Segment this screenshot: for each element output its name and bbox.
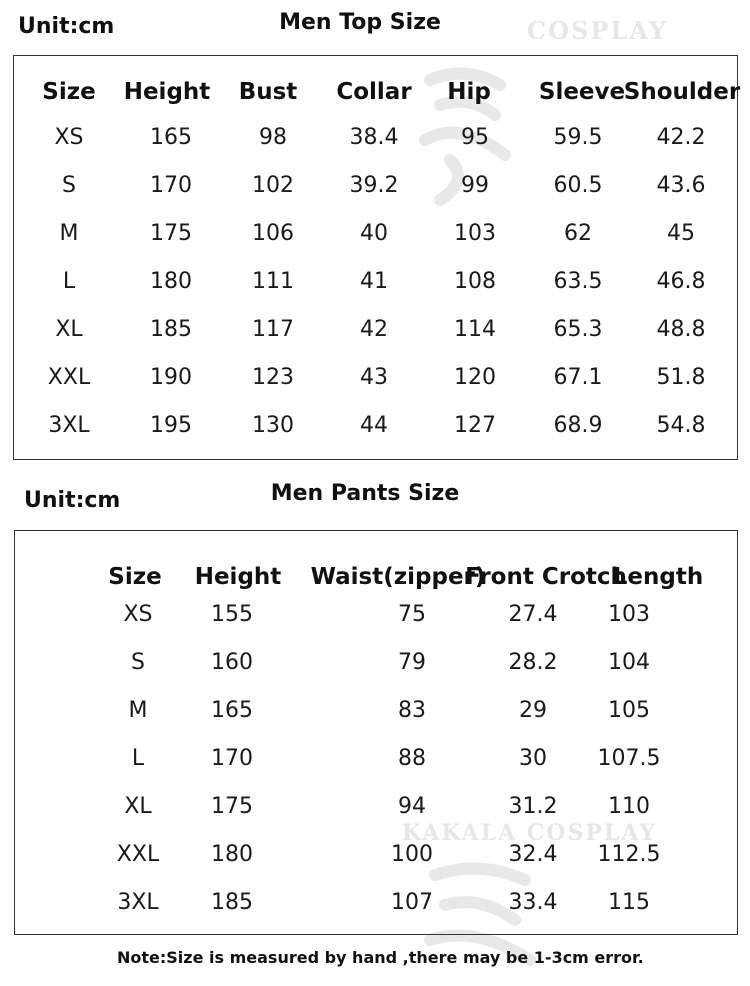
top-cell-r0-c3: 38.4 [349,125,399,150]
pants-cell-r3-c4: 107.5 [597,746,661,771]
pants-cell-r3-c0: L [131,746,145,771]
pants-cell-r0-c4: 103 [608,602,650,627]
top-cell-r1-c4: 99 [461,173,489,198]
top-header-shoulder: Shoulder [623,79,741,105]
top-cell-r2-c4: 103 [454,221,496,246]
pants-cell-r0-c1: 155 [211,602,253,627]
top-cell-r5-c6: 51.8 [656,365,706,390]
top-size-table [13,55,741,460]
top-cell-r0-c6: 42.2 [656,125,706,150]
pants-cell-r6-c3: 33.4 [508,890,558,915]
pants-cell-r0-c3: 27.4 [508,602,558,627]
top-cell-r3-c1: 180 [150,269,192,294]
pants-cell-r6-c1: 185 [211,890,253,915]
pants-cell-r1-c3: 28.2 [508,650,558,675]
pants-cell-r4-c3: 31.2 [508,794,558,819]
pants-cell-r3-c3: 30 [519,746,547,771]
pants-cell-r6-c2: 107 [391,890,433,915]
top-cell-r0-c4: 95 [461,125,489,150]
pants-cell-r2-c4: 105 [608,698,650,723]
pants-cell-r4-c4: 110 [608,794,650,819]
watermark-top-brand: COSPLAY [527,16,668,45]
top-header-hip: Hip [447,79,491,105]
measurement-note: Note:Size is measured by hand ,there may be 1-3cm error. [117,948,644,967]
top-header-bust: Bust [238,79,298,105]
top-cell-r3-c4: 108 [454,269,496,294]
top-cell-r4-c6: 48.8 [656,317,706,342]
top-cell-r4-c5: 65.3 [553,317,603,342]
top-cell-r1-c2: 102 [252,173,294,198]
top-cell-r2-c0: M [59,221,79,246]
pants-cell-r6-c0: 3XL [117,890,159,915]
top-cell-r0-c1: 165 [150,125,192,150]
top-cell-r6-c6: 54.8 [656,413,706,438]
pants-cell-r2-c1: 165 [211,698,253,723]
pants-cell-r4-c2: 94 [398,794,426,819]
pants-cell-r1-c2: 79 [398,650,426,675]
top-cell-r6-c0: 3XL [48,413,90,438]
top-cell-r4-c2: 117 [252,317,294,342]
top-table-title: Men Top Size [279,10,441,35]
pants-cell-r5-c0: XXL [116,842,160,867]
top-cell-r1-c6: 43.6 [656,173,706,198]
top-cell-r6-c2: 130 [252,413,294,438]
top-cell-r4-c0: XL [55,317,83,342]
top-cell-r0-c0: XS [54,125,84,150]
pants-cell-r1-c0: S [131,650,145,675]
top-cell-r2-c5: 62 [564,221,592,246]
top-header-collar: Collar [336,79,412,105]
pants-header-height: Height [194,564,282,590]
pants-cell-r3-c1: 170 [211,746,253,771]
pants-header-waist-zipper: Waist(zipper) [310,564,486,590]
top-cell-r5-c0: XXL [47,365,91,390]
pants-cell-r1-c1: 160 [211,650,253,675]
pants-unit-label: Unit:cm [24,488,121,513]
top-cell-r5-c2: 123 [252,365,294,390]
pants-cell-r6-c4: 115 [608,890,650,915]
top-cell-r5-c5: 67.1 [553,365,603,390]
pants-cell-r1-c4: 104 [608,650,650,675]
top-unit-label: Unit:cm [18,14,115,39]
pants-cell-r5-c4: 112.5 [597,842,661,867]
pants-cell-r2-c0: M [128,698,148,723]
top-cell-r5-c4: 120 [454,365,496,390]
top-cell-r0-c2: 98 [259,125,287,150]
top-cell-r2-c2: 106 [252,221,294,246]
top-cell-r4-c3: 42 [360,317,388,342]
pants-cell-r3-c2: 88 [398,746,426,771]
top-cell-r1-c1: 170 [150,173,192,198]
top-cell-r5-c3: 43 [360,365,388,390]
top-cell-r6-c1: 195 [150,413,192,438]
top-cell-r0-c5: 59.5 [553,125,603,150]
top-header-height: Height [123,79,211,105]
top-cell-r4-c1: 185 [150,317,192,342]
top-cell-r3-c0: L [62,269,76,294]
pants-header-length: Length [612,564,704,590]
top-header-size: Size [42,79,96,105]
top-cell-r4-c4: 114 [454,317,496,342]
pants-cell-r2-c2: 83 [398,698,426,723]
top-header-sleeve: Sleeve [538,79,626,105]
pants-cell-r5-c2: 100 [391,842,433,867]
top-cell-r3-c2: 111 [252,269,294,294]
pants-size-table [14,530,738,935]
top-cell-r3-c6: 46.8 [656,269,706,294]
top-cell-r2-c1: 175 [150,221,192,246]
pants-header-size: Size [108,564,162,590]
top-cell-r1-c3: 39.2 [349,173,399,198]
top-cell-r1-c5: 60.5 [553,173,603,198]
top-cell-r3-c5: 63.5 [553,269,603,294]
pants-table-title: Men Pants Size [270,481,460,506]
top-cell-r6-c3: 44 [360,413,388,438]
pants-cell-r2-c3: 29 [519,698,547,723]
pants-cell-r5-c3: 32.4 [508,842,558,867]
watermark-bottom-brand: KAKALA COSPLAY [402,820,658,846]
top-cell-r1-c0: S [62,173,76,198]
top-cell-r2-c3: 40 [360,221,388,246]
top-cell-r6-c5: 68.9 [553,413,603,438]
pants-cell-r4-c0: XL [124,794,152,819]
pants-cell-r4-c1: 175 [211,794,253,819]
top-cell-r3-c3: 41 [360,269,388,294]
pants-cell-r0-c0: XS [123,602,153,627]
top-cell-r2-c6: 45 [667,221,695,246]
pants-header-front-crotch: Front Crotch [465,564,627,590]
pants-cell-r0-c2: 75 [398,602,426,627]
top-cell-r5-c1: 190 [150,365,192,390]
pants-cell-r5-c1: 180 [211,842,253,867]
top-cell-r6-c4: 127 [454,413,496,438]
